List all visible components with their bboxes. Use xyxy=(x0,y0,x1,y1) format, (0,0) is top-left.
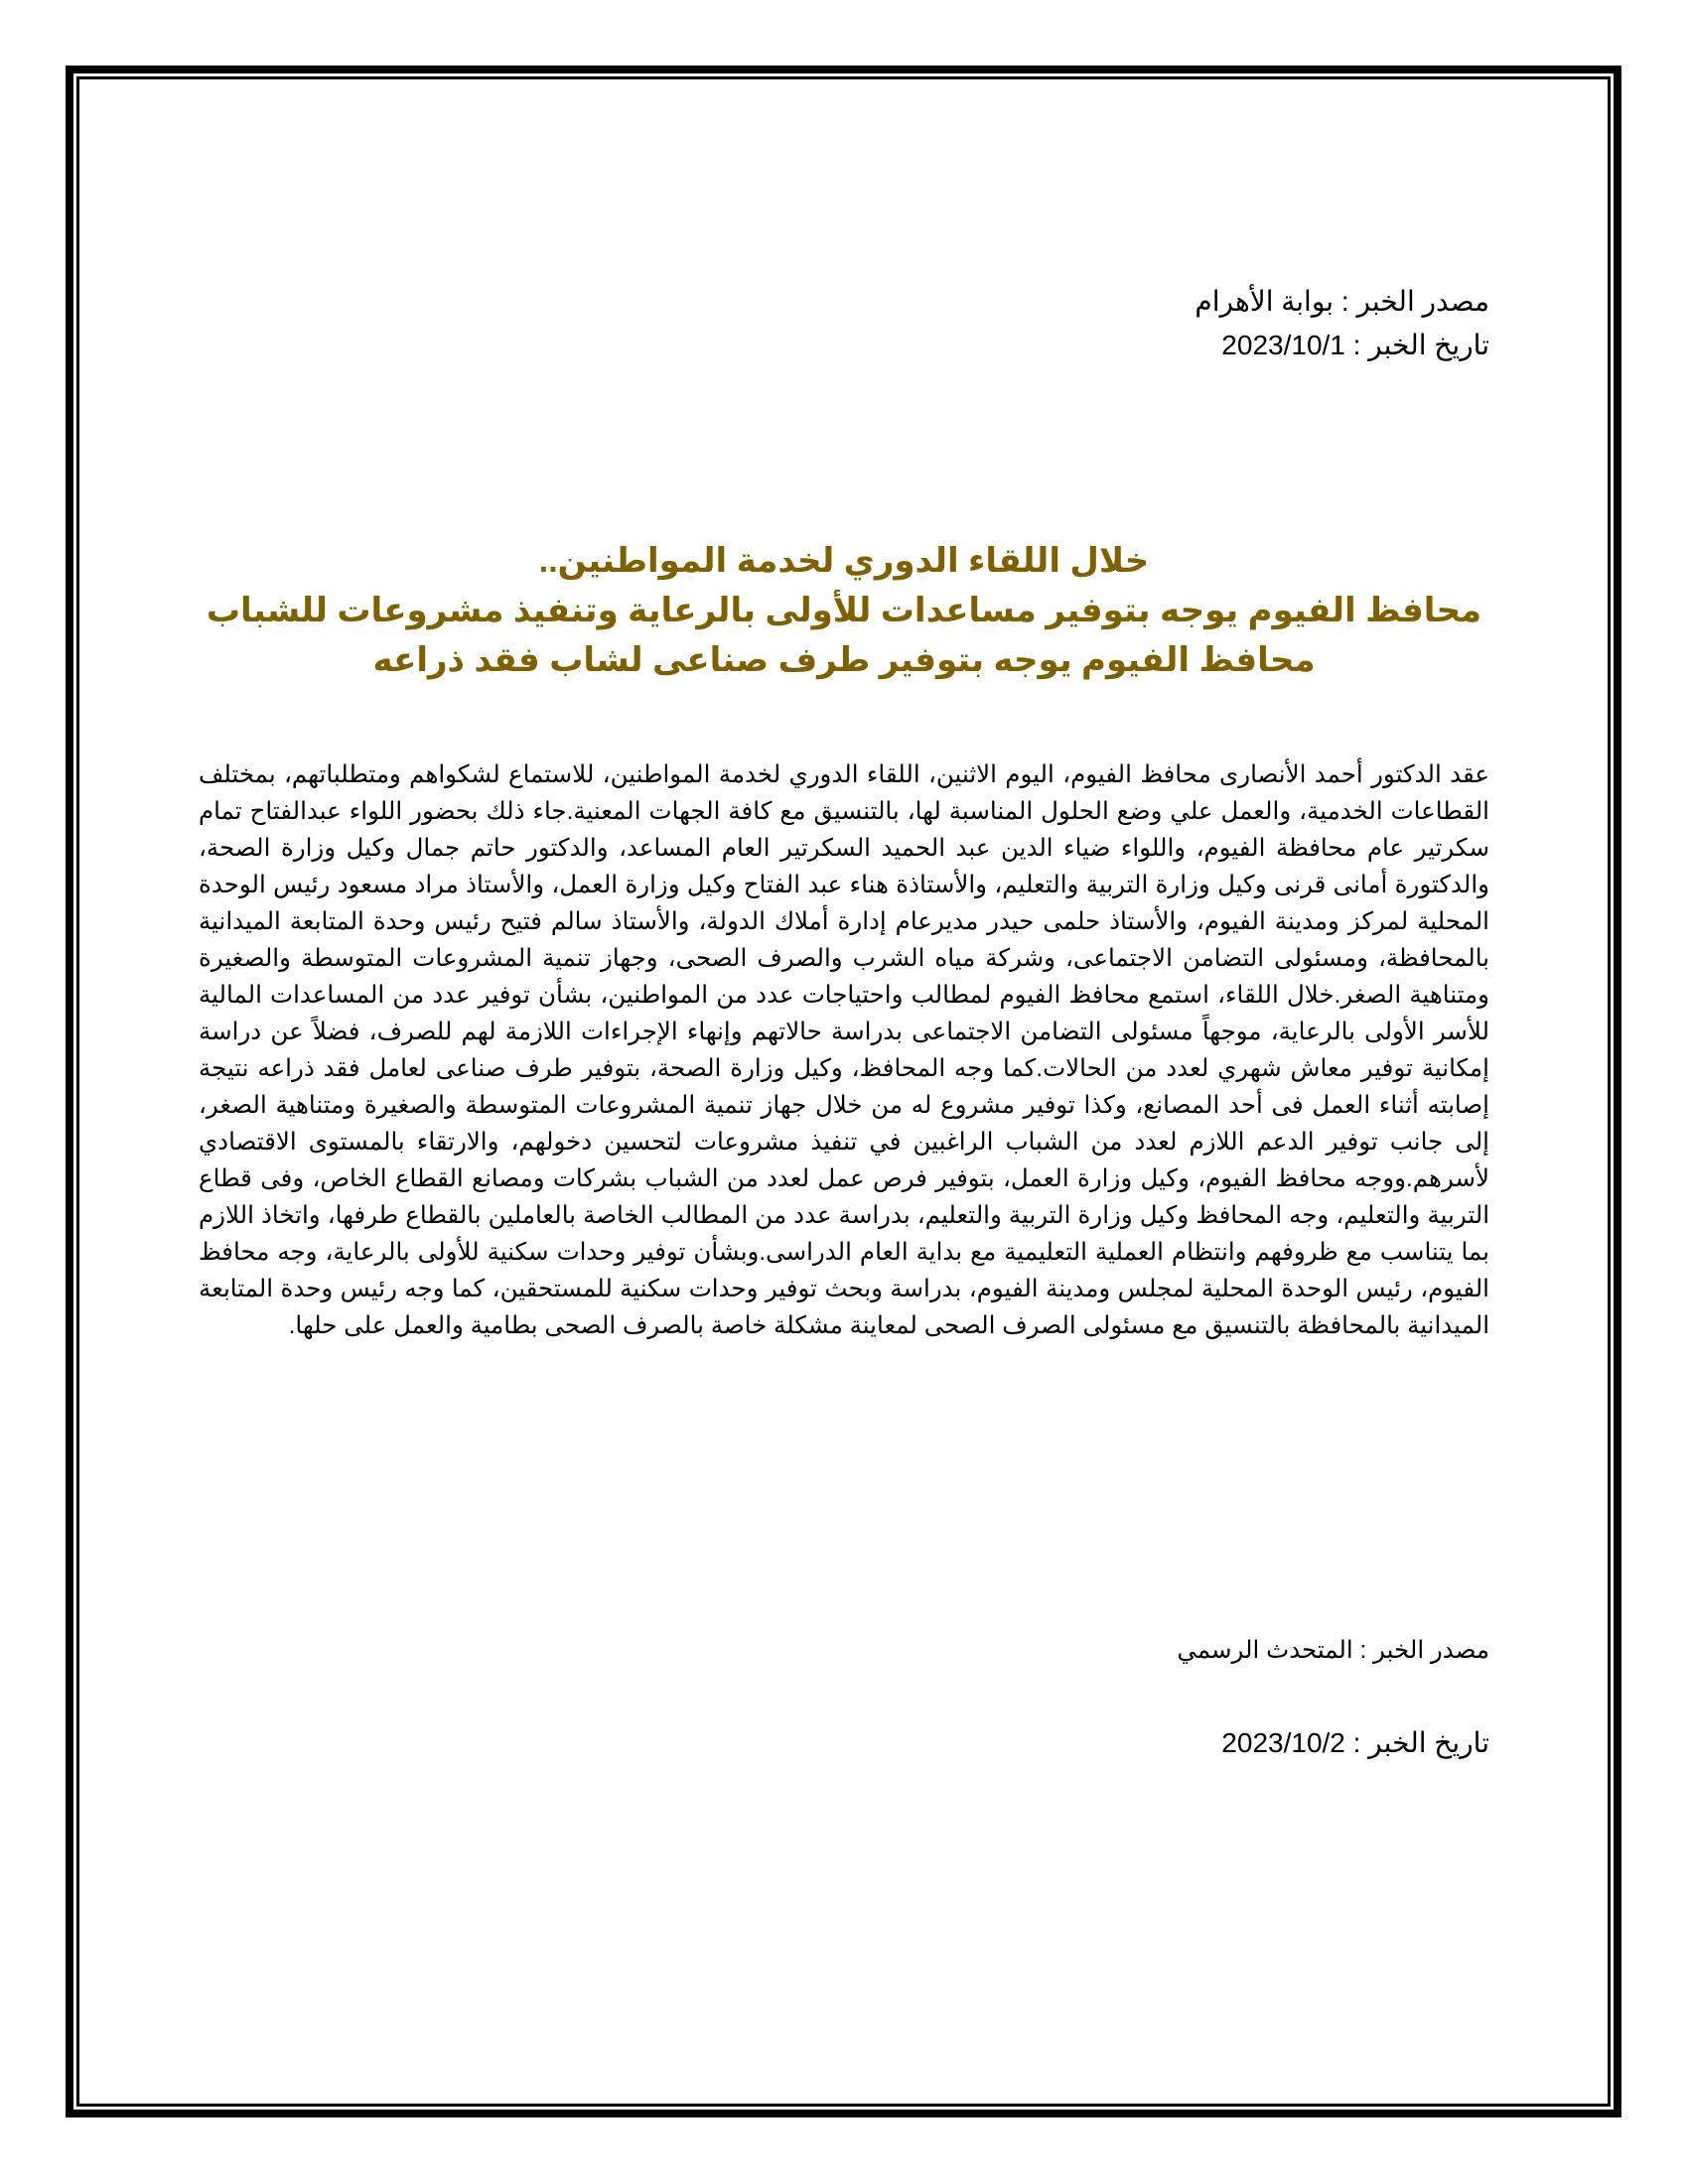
footer-source-line xyxy=(1177,1632,1489,1669)
footer-date-line xyxy=(1221,1721,1489,1765)
header-source-label: مصدر الخبر xyxy=(1356,286,1489,317)
footer-date-separator: : xyxy=(1344,1727,1369,1758)
header-source-line xyxy=(1195,280,1489,324)
footer-source-value: المتحدث الرسمي xyxy=(1177,1637,1353,1664)
header-date-value: 2023/10/1 xyxy=(1221,330,1345,360)
title-line-1: خلال اللقاء الدوري لخدمة المواطنين.. xyxy=(538,542,1150,580)
footer-date-value: 2023/10/2 xyxy=(1221,1727,1345,1758)
footer-source-label: مصدر الخبر xyxy=(1373,1637,1489,1664)
footer-date-label: تاريخ الخبر xyxy=(1368,1727,1489,1758)
article-body: عقد الدكتور أحمد الأنصارى محافظ الفيوم، اليوم الاثنين، اللقاء الدوري لخدمة المواطنين، للاستماع لشكواهم ومتطلباتهم، بمختلف القطاعات الخدمية، والعمل علي وضع الحلول المناسبة لها، بالتنسيق مع كافة الجهات المعنية.جاء ذلك بحضور اللواء عبدالفتاح تمام سكرتير عام محافظة الفيوم، واللواء ضياء الدين عبد الحميد السكرتير العام المساعد، والدكتور حاتم جمال وكيل وزارة الصحة، والدكتورة أمانى قرنى وكيل وزارة التربية والتعليم، والأستاذة هناء عبد الفتاح وكيل وزارة العمل، والأستاذ مراد مسعود رئيس الوحدة المحلية لمركز ومدينة الفيوم، والأستاذ حلمى حيدر مديرعام إدارة أملاك الدولة، والأستاذ سالم فتيح رئيس وحدة المتابعة الميدانية بالمحافظة، ومسئولى التضامن الاجتماعى، وشركة مياه الشرب والصرف الصحى، وجهاز تنمية المشروعات المتوسطة والصغيرة ومتناهية الصغر.خلال اللقاء، استمع محافظ الفيوم لمطالب واحتياجات عدد من المواطنين، بشأن توفير عدد من المساعدات المالية للأسر الأولى بالرعاية، موجهاً مسئولى التضامن الاجتماعى بدراسة حالاتهم وإنهاء الإجراءات اللازمة لهم للصرف، فضلاً عن دراسة إمكانية توفير معاش شهري لعدد من الحالات.كما وجه المحافظ، وكيل وزارة الصحة، بتوفير طرف صناعى لعامل فقد ذراعه نتيجة إصابته أثناء العمل فى أحد المصانع، وكذا توفير مشروع له من خلال جهاز تنمية المشروعات المتوسطة والصغيرة ومتناهية الصغر، إلى جانب توفير الدعم اللازم لعدد من الشباب الراغبين في تنفيذ مشروعات لتحسين دخولهم، والارتقاء بالمستوى الاقتصادي لأسرهم.ووجه محافظ الفيوم، وكيل وزارة العمل، بتوفير فرص عمل لعدد من الشباب بشركات ومصانع القطاع الخاص، وفى قطاع التربية والتعليم، وجه المحافظ وكيل وزارة التربية والتعليم، بدراسة عدد من المطالب الخاصة بالعاملين بالقطاع طرفها، واتخاذ اللازم بما يتناسب مع ظروفهم وانتظام العملية التعليمية مع بداية العام الدراسى.وبشأن توفير وحدات سكنية للأولى بالرعاية، وجه محافظ الفيوم، رئيس الوحدة المحلية لمجلس ومدينة الفيوم، بدراسة وبحث توفير وحدات سكنية للمستحقين، كما وجه رئيس وحدة المتابعة الميدانية بالمحافظة بالتنسيق مع مسئولى الصرف الصحى لمعاينة مشكلة خاصة بالصرف الصحى بطامية والعمل على حلها. xyxy=(199,761,1489,1339)
title-line-3: محافظ الفيوم يوجه بتوفير طرف صناعى لشاب فقد ذراعه xyxy=(372,641,1316,679)
header-source-separator: : xyxy=(1334,286,1357,317)
header-source-value: بوابة الأهرام xyxy=(1195,286,1335,317)
article-title xyxy=(199,536,1489,685)
header-date-line xyxy=(1195,324,1489,367)
footer-source-separator: : xyxy=(1352,1637,1374,1664)
header-date-separator: : xyxy=(1344,330,1369,360)
header-date-label: تاريخ الخبر xyxy=(1368,330,1489,360)
title-line-2: محافظ الفيوم يوجه بتوفير مساعدات للأولى بالرعاية وتنفيذ مشروعات للشباب xyxy=(206,592,1482,629)
header-meta xyxy=(1195,280,1489,367)
